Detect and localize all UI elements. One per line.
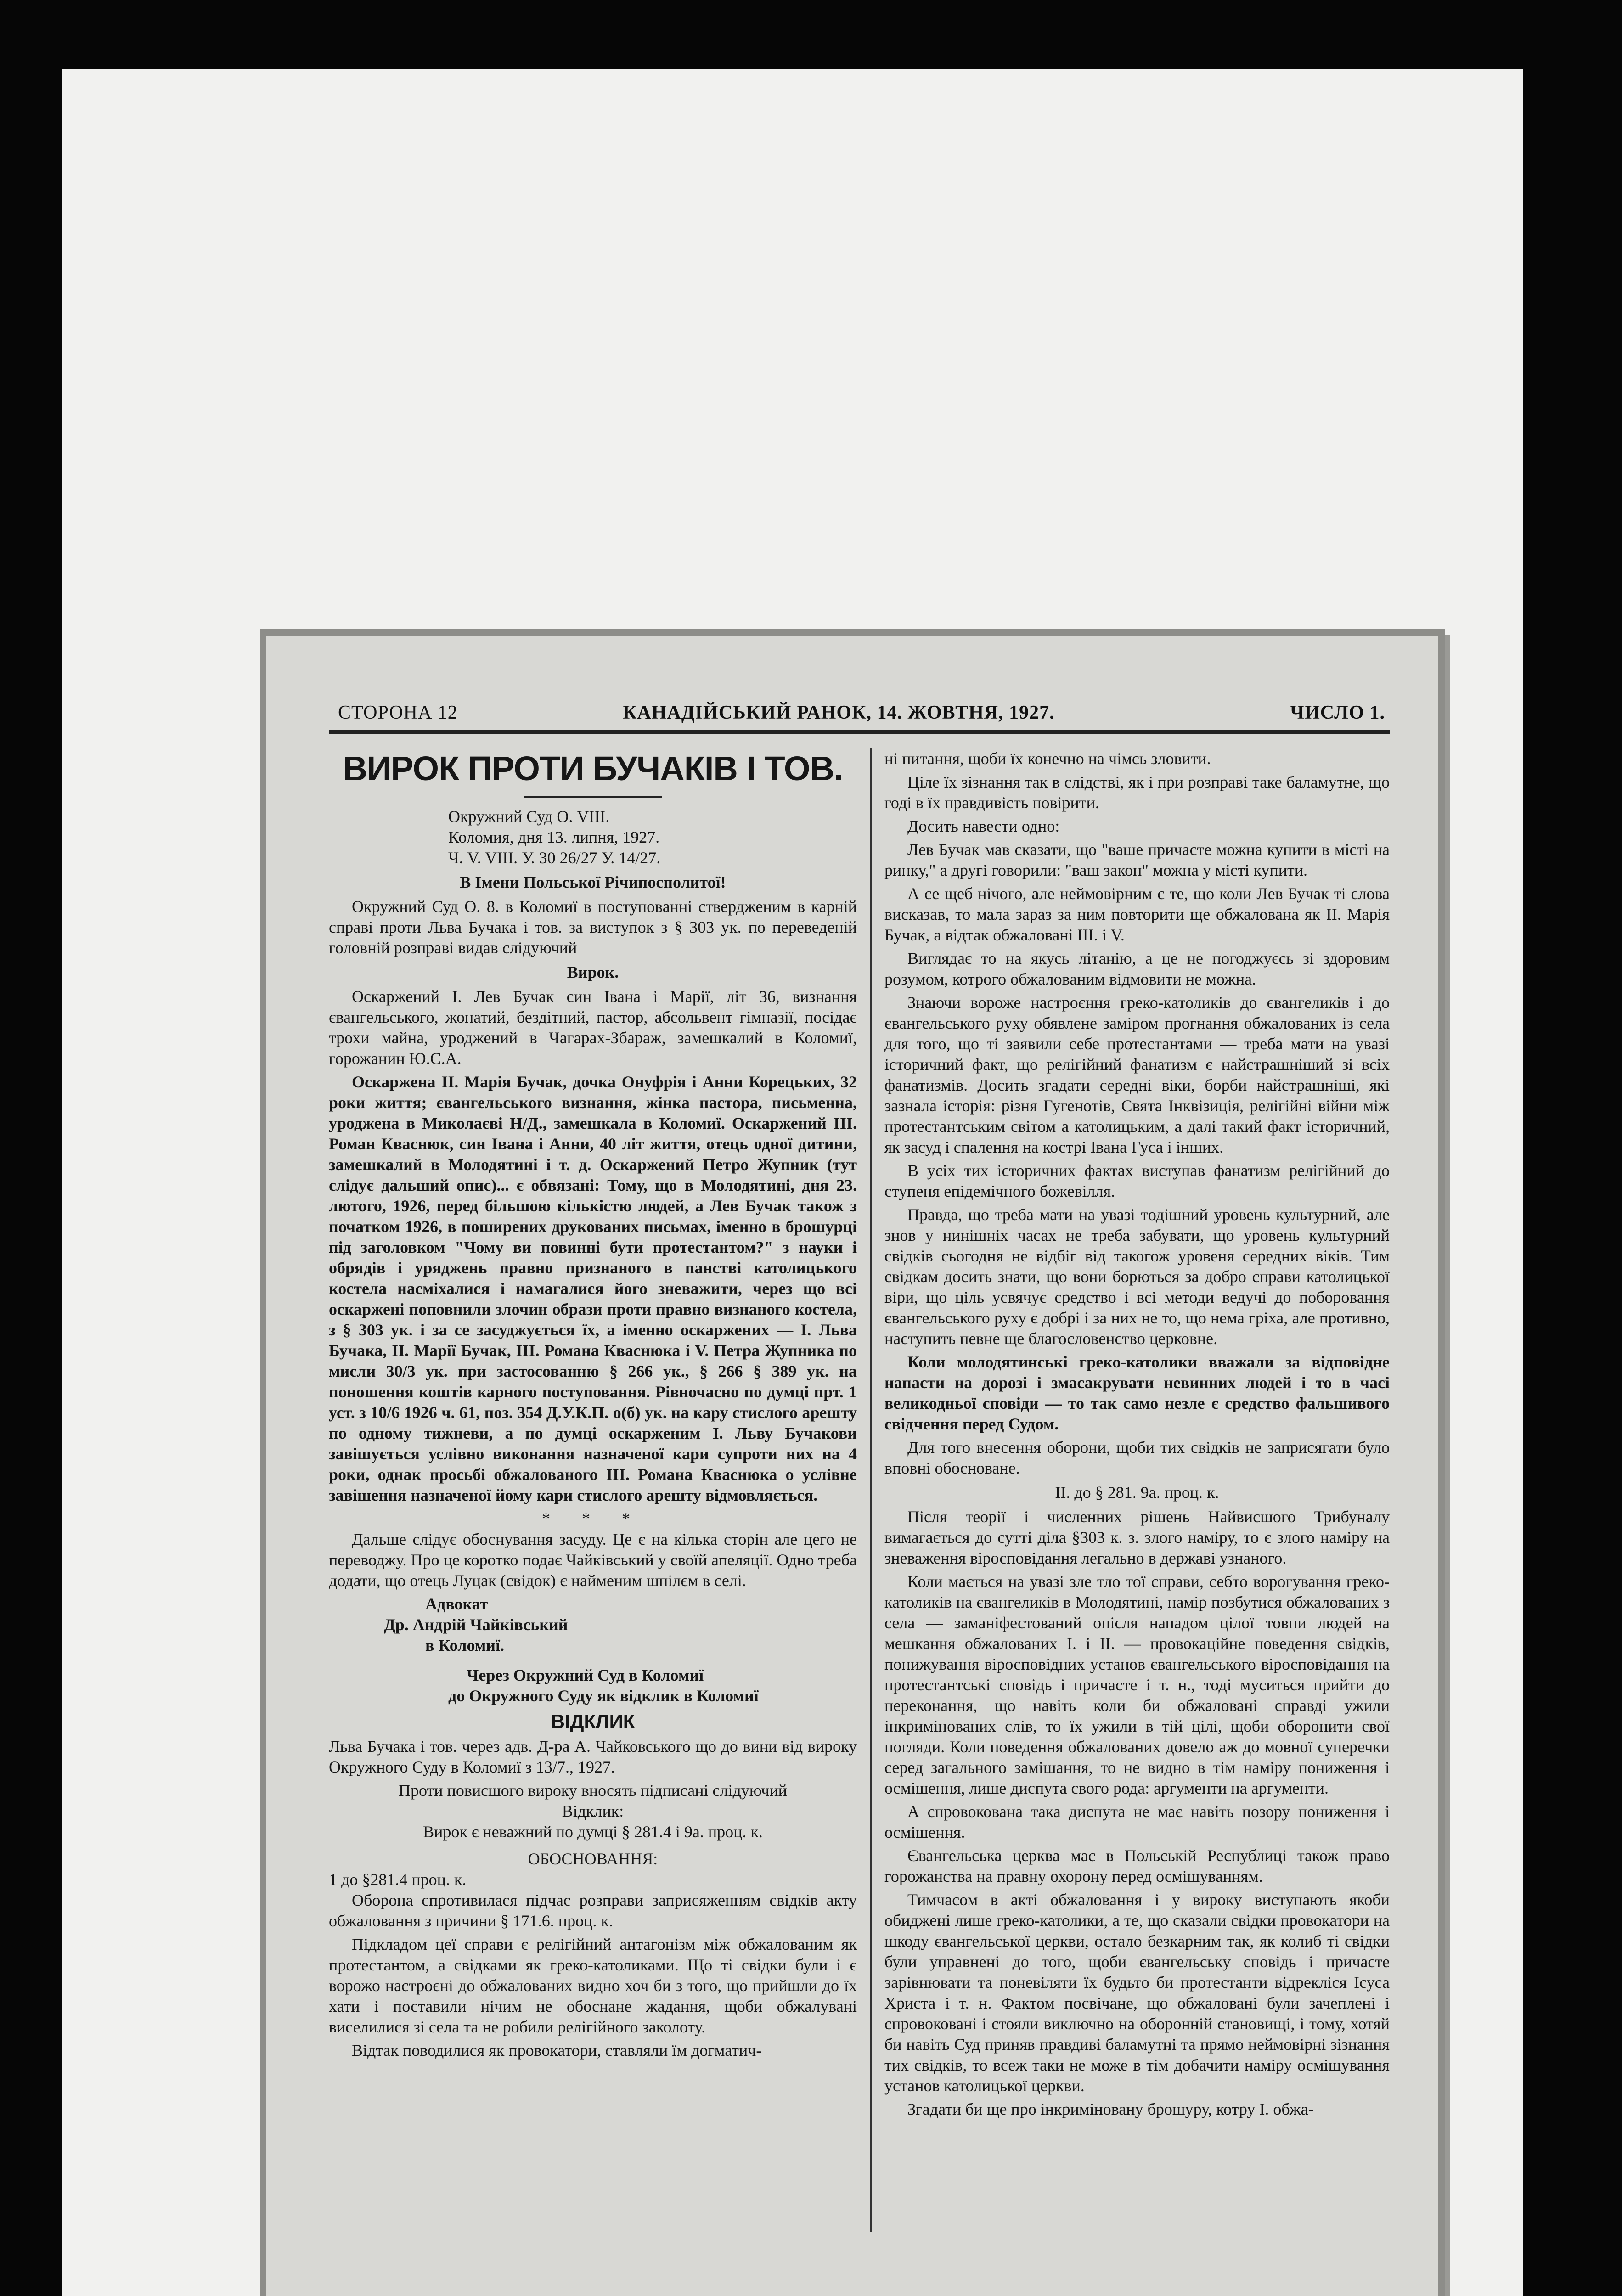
paragraph: Оскаржений І. Лев Бучак син Івана і Марії, літ 36, визнання євангельського, жонатий, бездітний, пастор, абсольвент гімназії, посідає трохи майна, уроджений в Чагарах-Збараж, замешкалий в Коломиї, горожанин Ю.С.А. bbox=[329, 987, 857, 1068]
paragraph: Євангельська церква має в Польській Республиці також право горожанства на правну охорону перед осмішуванням. bbox=[884, 1846, 1390, 1885]
paragraph: Оборона спротивилася підчас розправи заприсяженням свідків акту обжаловання з причини § 171.6. проц. к. bbox=[329, 1891, 857, 1930]
right-column bbox=[884, 748, 1390, 2232]
film-frame bbox=[62, 69, 1523, 2296]
lawyer-name: Др. Андрій Чайківський bbox=[384, 1615, 568, 1634]
paragraph: А се щеб нічого, але неймовірним є те, що коли Лев Бучак ті слова висказав, то мала зараз за ним повторити ще обжалована як II. Марія Бучак, а відтак обжаловані III. і V. bbox=[884, 884, 1390, 944]
grounds-heading: ОБОСНОВАННЯ: bbox=[528, 1850, 658, 1868]
paragraph: Коли молодятинські греко-католики вважали за відповідне напасти на дорозі і змасакрувати невинних людей і то в часі великодньої сповіди — то так само незле є средство фальшивого свідчення перед Судом. bbox=[884, 1353, 1390, 1433]
paragraph: Коли мається на увазі зле тло тої справи, себто ворогування греко-католиків на євангеликів в Молодятині, намір позбутися обжалованих з села — заманіфестований опісля нападом цілої товпи людей на мешкання обжалованих І. і II. — провокаційне поведення свідків, понижування віросповідних установ євангельського віросповідання на протестантські сповідь і причасте і т. н., тоді муситься прийти до переконання, що навіть коли би обжаловані справді ужили інкримінованих слів, то їх ужили в тій цілі, щоби оборонити свої погляди. Коли поведення обжалованих довело аж до мовної суперечки серед загального замішання, то не видно в тім наміру пониження і осмішення, лише диспута свого рода: аргументи на аргументи. bbox=[884, 1572, 1390, 1797]
paragraph: А спровокована така диспута не має навіть позору пониження і осмішення. bbox=[884, 1802, 1390, 1841]
paragraph: Дальше слідує обоснування засуду. Це є на кілька сторін але цего не переводжу. Про це коротко подає Чайківський у своїй апеляції. Одно треба додати, що отець Луцак (свідок) є найменим шпілєм в селі. bbox=[329, 1530, 857, 1590]
appeal-heading: ВІДКЛИК bbox=[551, 1711, 635, 1732]
section-heading: II. до § 281. 9а. проц. к. bbox=[1055, 1483, 1219, 1502]
paragraph: В усіх тих історичних фактах виступав фанатизм релігійний до ступеня епідемічного божевілля. bbox=[884, 1161, 1390, 1200]
paragraph: Ціле їх зізнання так в слідстві, як і при розправі таке баламутне, що годі в їх правдивість повірити. bbox=[884, 773, 1390, 812]
paragraph: Знаючи вороже настроєння греко-католиків до євангеликів і до євангельського руху обявлене заміром прогнання обжалованих із села для того, що ті заявили себе протестантами — треба мати на увазі історичний факт, що релігійний фанатизм є найстрашніший зі всіх фанатизмів. Досить згадати середні віки, борби найстрашніші, які зазнала історія: різня Гугенотів, Свята Інквізиція, релігійні війни між протестантським світом а католицьким, а далі такий факт історичний, як засуд і спалення на кострі Івана Гуса і інших. bbox=[884, 993, 1390, 1156]
paragraph: Досить навести одно: bbox=[907, 817, 1060, 835]
grounds-item: 1 до §281.4 проц. к. bbox=[329, 1870, 467, 1889]
paragraph: Виглядає то на якусь літанію, а це не погоджуєсь зі здоровим розумом, котрого обжалованим відмовити не можна. bbox=[884, 949, 1390, 988]
page-content bbox=[329, 698, 1390, 2250]
paragraph: Лев Бучак мав сказати, що "ваше причасте можна купити в місті на ринку," а другі говорили: "ваш закон" можна у місті купити. bbox=[884, 840, 1390, 879]
masthead bbox=[329, 698, 1390, 734]
column-divider bbox=[870, 748, 872, 2232]
paragraph: Оскаржена II. Марія Бучак, дочка Онуфрія і Анни Корецьких, 32 роки життя; євангельського визнання, жінка пастора, письменна, уроджена в Миколаєві Н/Д., замешкала в Коломиї. Оскаржений III. Роман Кваснюк, син Івана і Анни, 40 літ життя, отець одної дитини, замешкалий в Молодятині і т. д. Оскаржений Петро Жупник (тут слідує дальший опис)... є обвязані: Тому, що в Молодятині, дня 23. лютого, 1926, перед більшою кількістю людей, а Лев Бучак також з початком 1926, в поширених друкованих письмах, іменно в брошурці під заголовком "Чому ви повинні бути протестантом?" з науки і обрядів і уряджень правно признаного в панстві католицького костела насміхалися і намагалися його зневажити, через що всі оскаржені поповнили злочин образи проти правно визнаного костела, з § 303 ук. і за се засуджується їх, а іменно оскаржених — І. Льва Бучака, II. Марії Бучак, III. Романа Кваснюка і V. Петра Жупника по мисли 30/3 ук. при застосованню § 266 ук., § 266 § 389 ук. на поношення коштів карного поступовання. Рівночасно по думці прт. 1 уст. з 10/6 1926 ч. 61, поз. 354 Д.У.К.П. о(б) ук. на кару стислого арешту по одному тижневи, а по думці оскарженим І. Льву Бучакови завішується услівно виконання назначеної кари супроти них на 4 роки, однак просьбі обжалованого III. Романа Кваснюка о услівне завішення назначеної йому кари стислого арешту відмовляється. bbox=[329, 1073, 857, 1504]
paragraph: Для того внесення оборони, щоби тих свідків не заприсягати було вповні обосноване. bbox=[884, 1438, 1390, 1477]
verdict-heading: Вирок. bbox=[567, 963, 619, 981]
lawyer-label: Адвокат bbox=[425, 1595, 488, 1613]
paragraph: Тимчасом в акті обжаловання і у вироку виступають якоби обиджені лише греко-католики, а те, що сказали свідки провокатори на шкоду євангельської церкви, остало безкарним так, як колиб ті свідки були управнені до того, щоби євангельську сповідь і причасте зарівнювати та поневіляти їх будьто би протестанти відрекліся Ісуса Христа і т. н. Фактом посвічане, що обжаловані були зачеплені і спровоковані і стояли виключно на оборонній становищі, і тому, хотяй би навіть Суд приняв правдиві баламутні та прямо неймовірні зізнання тих свідків, то всеж таки не може в тім добачити наміру осмішування установ католицької церкви. bbox=[884, 1891, 1390, 2095]
left-column bbox=[329, 748, 857, 2232]
intro-paragraph: Окружний Суд О. 8. в Коломиї в поступованні ствердженим в карній справі проти Льва Бучака і тов. за виступок з § 303 ук. по переведеній головній розправі видав слідуючий bbox=[329, 897, 857, 957]
paragraph: Згадати би ще про інкриміновану брошуру, котру І. обжа- bbox=[907, 2100, 1314, 2118]
article-title: ВИРОК ПРОТИ БУЧАКІВ І ТОВ. bbox=[343, 749, 843, 788]
separator-stars: * * * bbox=[542, 1509, 644, 1528]
court-line: Ч. V. VIII. У. 30 26/27 У. 14/27. bbox=[448, 849, 661, 867]
paragraph: Правда, що треба мати на увазі тодішний уровень культурний, але знов у нинішніх часах не треба забувати, що уровень культурний свідків сьогодня не відбіг від такогож уровеня середних віків. Тим свідкам досить знати, що вони борються за добро справи католицької віри, що ціль усвячує средство і всі методи ведучі до поборовання євангельського руху є добрі і за них не то, що нема гріха, але противно, наступить певне ще благословенство церковне. bbox=[884, 1205, 1390, 1348]
issue-number: ЧИСЛО 1. bbox=[1290, 702, 1385, 723]
newspaper-page bbox=[260, 629, 1445, 2296]
newspaper-title: КАНАДІЙСЬКИЙ РАНОК, 14. ЖОВТНЯ, 1927. bbox=[623, 702, 1055, 723]
paragraph: Льва Бучака і тов. через адв. Д-ра А. Чайковського що до вини від вироку Окружного Суду в Коломиї з 13/7., 1927. bbox=[329, 1737, 857, 1776]
lawyer-city: в Коломиї. bbox=[425, 1636, 505, 1654]
in-name-heading: В Імени Польської Річипосполитої! bbox=[460, 873, 726, 891]
paragraph: Підкладом цеї справи є релігійний антагонізм між обжалованим як протестантом, а свідками як греко-католиками. Що ті свідки були і є ворожо настроєні до обжалованих видно хоч би з того, що прийшли до їх хати і поставили нічим не обоснане жадання, щоби обжалувані виселилися зі села та не робили релігійного заколоту. bbox=[329, 1935, 857, 2036]
appeal-line: Проти повисшого вироку вносять підписані слідуючий bbox=[399, 1781, 787, 1800]
paragraph: ні питання, щоби їх конечно на чімсь зловити. bbox=[884, 749, 1211, 768]
page-number: СТОРОНА 12 bbox=[338, 702, 458, 723]
appeal-line: Вирок є неважний по думці § 281.4 і 9а. проц. к. bbox=[423, 1823, 763, 1841]
court-line: Коломия, дня 13. липня, 1927. bbox=[448, 828, 660, 846]
via-line: Через Окружний Суд в Коломиї bbox=[467, 1666, 704, 1684]
paragraph: Після теорії і численних рішень Найвисшого Трибуналу вимагається до сутті діла §303 к. з. злого наміру, то є злого наміру на зневаження віросповідання легально в державі узнаного. bbox=[884, 1508, 1390, 1567]
court-line: Окружний Суд О. VIII. bbox=[448, 807, 610, 826]
appeal-line: Відклик: bbox=[562, 1802, 624, 1820]
paragraph: Відтак поводилися як провокатори, ставляли їм догматич- bbox=[352, 2041, 762, 2060]
via-line: до Окружного Суду як відклик в Коломиї bbox=[448, 1687, 759, 1705]
title-rule bbox=[524, 796, 662, 798]
